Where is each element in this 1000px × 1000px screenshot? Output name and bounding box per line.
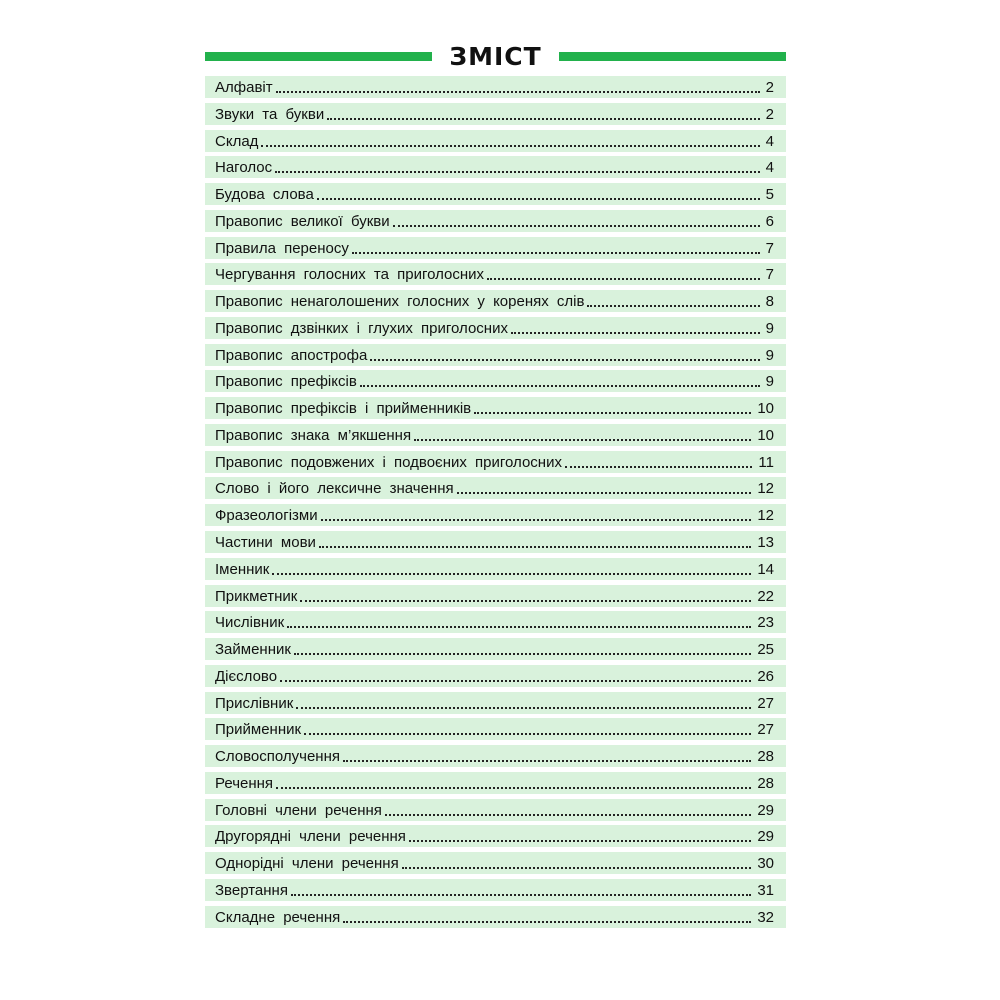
toc-entry-title: Звуки та букви <box>215 105 325 123</box>
toc-dot-leader <box>457 492 752 494</box>
toc-entry[interactable] <box>205 263 786 285</box>
toc-entry-title: Правопис знака м’якшення <box>215 426 412 444</box>
toc-entry-page: 14 <box>757 560 774 578</box>
toc-entry[interactable] <box>205 477 786 499</box>
toc-entry-page: 11 <box>758 453 774 471</box>
toc-entry[interactable] <box>205 558 786 580</box>
toc-entry[interactable] <box>205 906 786 928</box>
toc-entry-title: Прислівник <box>215 694 294 712</box>
toc-entry-title: Другорядні члени речення <box>215 828 406 846</box>
toc-entry-title: Словосполучення <box>215 748 340 766</box>
toc-entry-title: Займенник <box>215 641 291 659</box>
toc-entry[interactable] <box>205 451 786 473</box>
toc-entry-title: Речення <box>215 774 274 792</box>
toc-entry-title: Чергування голосних та приголосних <box>215 266 485 284</box>
toc-entry-page: 23 <box>757 614 774 632</box>
toc-entry[interactable] <box>205 183 786 205</box>
toc-dot-leader <box>409 840 751 842</box>
toc-entry[interactable] <box>205 745 786 767</box>
toc-entry[interactable] <box>205 317 786 339</box>
toc-entry-title: Фразеологізми <box>215 507 318 525</box>
toc-entry[interactable] <box>205 76 786 98</box>
toc-entry-title: Частини мови <box>215 534 316 552</box>
toc-entry-title: Звертання <box>215 881 288 899</box>
toc-entry-page: 28 <box>757 748 774 766</box>
toc-entry-title: Головні члени речення <box>215 801 382 819</box>
toc-dot-leader <box>385 814 751 816</box>
toc-entry-page: 32 <box>757 908 774 926</box>
toc-entry-title: Іменник <box>215 560 270 578</box>
toc-entry-page: 5 <box>765 186 774 204</box>
toc-entry-page: 4 <box>765 132 774 150</box>
toc-entry[interactable] <box>205 103 786 125</box>
toc-entry-page: 2 <box>765 105 774 123</box>
toc-entry-title: Складне речення <box>215 908 341 926</box>
toc-dot-leader <box>360 385 760 387</box>
toc-entry[interactable] <box>205 504 786 526</box>
toc-entry-page: 4 <box>765 159 774 177</box>
toc-dot-leader <box>261 145 759 147</box>
toc-entry-title: Правопис дзвінких і глухих приголосних <box>215 319 508 337</box>
toc-dot-leader <box>511 332 760 334</box>
toc-entry[interactable] <box>205 424 786 446</box>
toc-entry-page: 13 <box>757 534 774 552</box>
toc-entry-title: Правопис великої букви <box>215 212 390 230</box>
toc-dot-leader <box>276 91 760 93</box>
toc-dot-leader <box>304 733 751 735</box>
toc-entry-title: Прикметник <box>215 587 298 605</box>
toc-entry-page: 29 <box>757 801 774 819</box>
toc-dot-leader <box>565 466 752 468</box>
toc-dot-leader <box>327 118 759 120</box>
toc-entry-page: 10 <box>757 400 774 418</box>
toc-entry-title: Числівник <box>215 614 285 632</box>
toc-entry-page: 9 <box>765 319 774 337</box>
toc-entry[interactable] <box>205 370 786 392</box>
toc-header <box>205 40 786 74</box>
toc-entry-page: 30 <box>757 855 774 873</box>
toc-dot-leader <box>343 921 751 923</box>
toc-entry-title: Правопис ненаголошених голосних у коренях слів <box>215 293 585 311</box>
toc-dot-leader <box>280 680 751 682</box>
toc-entry-page: 7 <box>765 239 774 257</box>
toc-dot-leader <box>487 278 760 280</box>
toc-dot-leader <box>474 412 751 414</box>
toc-entry-page: 22 <box>757 587 774 605</box>
toc-entry[interactable] <box>205 825 786 847</box>
toc-dot-leader <box>587 305 759 307</box>
toc-dot-leader <box>321 519 752 521</box>
toc-entry[interactable] <box>205 585 786 607</box>
toc-dot-leader <box>300 600 751 602</box>
toc-entry-page: 6 <box>765 212 774 230</box>
page-title: ЗМІСТ <box>449 42 542 71</box>
toc-dot-leader <box>317 198 760 200</box>
toc-entry[interactable] <box>205 290 786 312</box>
toc-entry[interactable] <box>205 879 786 901</box>
toc-dot-leader <box>276 787 751 789</box>
table-of-contents <box>205 76 786 933</box>
toc-dot-leader <box>370 359 759 361</box>
toc-entry[interactable] <box>205 611 786 633</box>
toc-entry-page: 12 <box>757 507 774 525</box>
toc-entry-page: 9 <box>765 346 774 364</box>
toc-dot-leader <box>294 653 751 655</box>
toc-entry-page: 31 <box>757 881 774 899</box>
toc-entry[interactable] <box>205 692 786 714</box>
toc-entry-title: Правопис подовжених і подвоєних приголосних <box>215 453 562 471</box>
toc-dot-leader <box>291 894 751 896</box>
toc-entry-page: 27 <box>757 721 774 739</box>
toc-entry[interactable] <box>205 718 786 740</box>
toc-entry-page: 29 <box>757 828 774 846</box>
toc-entry[interactable] <box>205 638 786 660</box>
toc-entry[interactable] <box>205 852 786 874</box>
toc-entry[interactable] <box>205 210 786 232</box>
toc-entry[interactable] <box>205 130 786 152</box>
toc-entry-title: Прийменник <box>215 721 302 739</box>
toc-entry-page: 28 <box>757 774 774 792</box>
toc-dot-leader <box>287 626 751 628</box>
toc-entry-page: 12 <box>757 480 774 498</box>
toc-entry[interactable] <box>205 772 786 794</box>
toc-entry-page: 2 <box>765 79 774 96</box>
toc-dot-leader <box>272 573 751 575</box>
toc-entry-page: 27 <box>757 694 774 712</box>
toc-dot-leader <box>393 225 760 227</box>
toc-entry-page: 7 <box>765 266 774 284</box>
toc-entry-title: Правила переносу <box>215 239 349 257</box>
toc-dot-leader <box>414 439 751 441</box>
toc-entry-page: 10 <box>757 426 774 444</box>
toc-entry[interactable] <box>205 799 786 821</box>
toc-dot-leader <box>296 707 751 709</box>
toc-entry[interactable] <box>205 397 786 419</box>
toc-entry-page: 8 <box>765 293 774 311</box>
toc-entry-title: Правопис префіксів <box>215 373 357 391</box>
toc-dot-leader <box>275 171 760 173</box>
toc-entry-title: Однорідні члени речення <box>215 855 399 873</box>
toc-entry-title: Склад <box>215 132 259 150</box>
toc-entry-title: Наголос <box>215 159 273 177</box>
toc-dot-leader <box>343 760 751 762</box>
toc-dot-leader <box>319 546 751 548</box>
toc-entry[interactable] <box>205 665 786 687</box>
toc-entry-title: Слово і його лексичне значення <box>215 480 454 498</box>
toc-entry-page: 9 <box>765 373 774 391</box>
toc-entry[interactable] <box>205 237 786 259</box>
toc-dot-leader <box>402 867 752 869</box>
toc-entry-title: Правопис префіксів і прийменників <box>215 400 472 418</box>
toc-entry-page: 26 <box>757 667 774 685</box>
toc-entry[interactable] <box>205 156 786 178</box>
toc-entry-title: Правопис апострофа <box>215 346 368 364</box>
toc-entry-page: 25 <box>757 641 774 659</box>
toc-entry[interactable] <box>205 344 786 366</box>
toc-entry-title: Алфавіт <box>215 79 273 96</box>
toc-entry-title: Будова слова <box>215 186 314 204</box>
toc-dot-leader <box>352 252 760 254</box>
toc-entry[interactable] <box>205 531 786 553</box>
toc-entry-title: Дієслово <box>215 667 278 685</box>
